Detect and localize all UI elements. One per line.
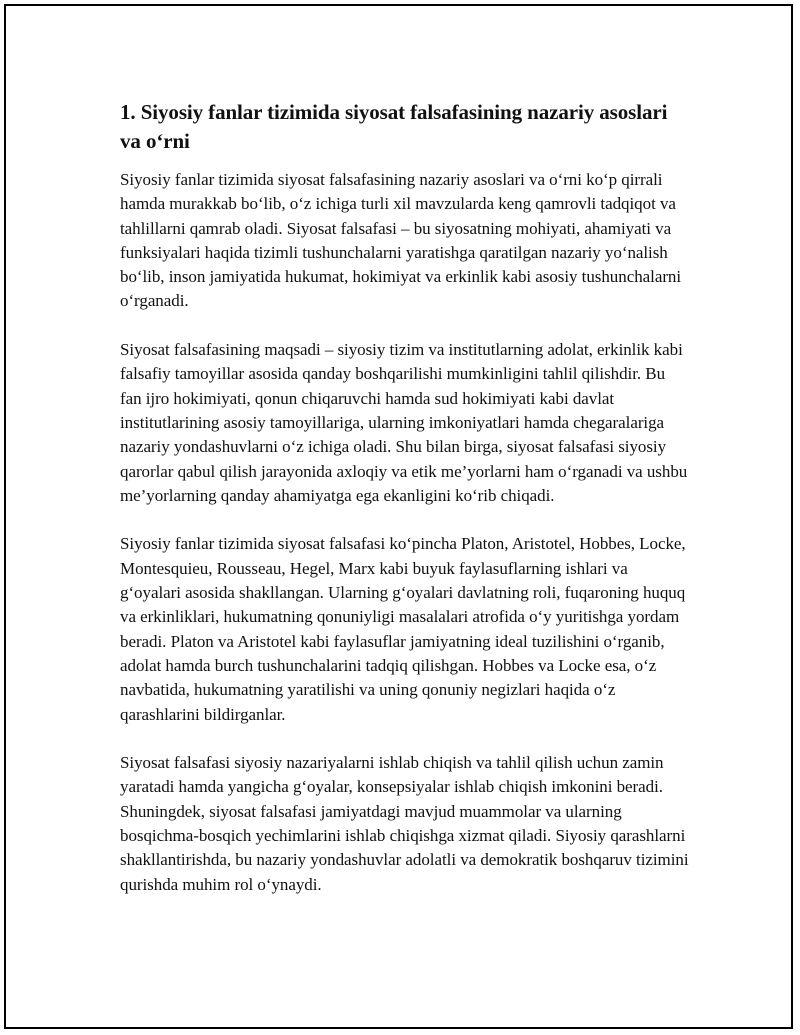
paragraph-4: Siyosat falsafasi siyosiy nazariyalarni ishlab chiqish va tahlil qilish uchun zamin yaratadi hamda yangicha g‘oyalar, konsepsiyalar ishlab chiqish imkonini beradi. Shuningdek, siyosat falsafasi jamiyatdagi mavjud muammolar va ularning bosqichma-bosqich yechimlarini ishlab chiqishga xizmat qiladi. Siyosiy qarashlarni shakllantirishda, bu nazariy yondashuvlar adolatli va demokratik boshqaruv tizimini qurishda muhim rol o‘ynaydi. xyxy=(120,753,689,894)
section-heading: 1. Siyosiy fanlar tizimida siyosat falsafasining nazariy asoslari va o‘rni xyxy=(120,100,668,153)
document-body xyxy=(120,98,690,921)
paragraph-2: Siyosat falsafasining maqsadi – siyosiy tizim va institutlarning adolat, erkinlik kabi falsafiy tamoyillar asosida qanday boshqarilishi mumkinligini tahlil qilishdir. Bu fan ijro hokimiyati, qonun chiqaruvchi hamda sud hokimiyati kabi davlat institutlarining asosiy tamoyillariga, ularning imkoniyatlari hamda chegaralariga nazariy yondashuvlarni o‘z ichiga oladi. Shu bilan birga, siyosat falsafasi siyosiy qarorlar qabul qilish jarayonida axloqiy va etik me’yorlarni ham o‘rganadi va ushbu me’yorlarning qanday ahamiyatga ega ekanligini ko‘rib chiqadi. xyxy=(120,340,688,505)
document-page xyxy=(4,4,793,1029)
paragraph-3: Siyosiy fanlar tizimida siyosat falsafasi ko‘pincha Platon, Aristotel, Hobbes, Locke, Montesquieu, Rousseau, Hegel, Marx kabi buyuk faylasuflarning ishlari va g‘oyalari asosida shakllangan. Ularning g‘oyalari davlatning roli, fuqaroning huquq va erkinliklari, hukumatning qonuniyligi masalalari atrofida o‘y yuritishga yordam beradi. Platon va Aristotel kabi faylasuflar jamiyatning ideal tuzilishini o‘rganib, adolat hamda burch tushunchalarini tadqiq qilishgan. Hobbes va Locke esa, o‘z navbatida, hukumatning yaratilishi va uning qonuniy negizlari haqida o‘z qarashlarini bildirganlar. xyxy=(120,534,686,724)
paragraph-1: Siyosiy fanlar tizimida siyosat falsafasining nazariy asoslari va o‘rni ko‘p qirrali hamda murakkab bo‘lib, o‘z ichiga turli xil mavzularda keng qamrovli tadqiqot va tahlillarni qamrab oladi. Siyosat falsafasi – bu siyosatning mohiyati, ahamiyati va funksiyalari haqida tizimli tushunchalarni yaratishga qaratilgan nazariy yo‘nalish bo‘lib, inson jamiyatida hukumat, hokimiyat va erkinlik kabi asosiy tushunchalarni o‘rganadi. xyxy=(120,170,682,311)
